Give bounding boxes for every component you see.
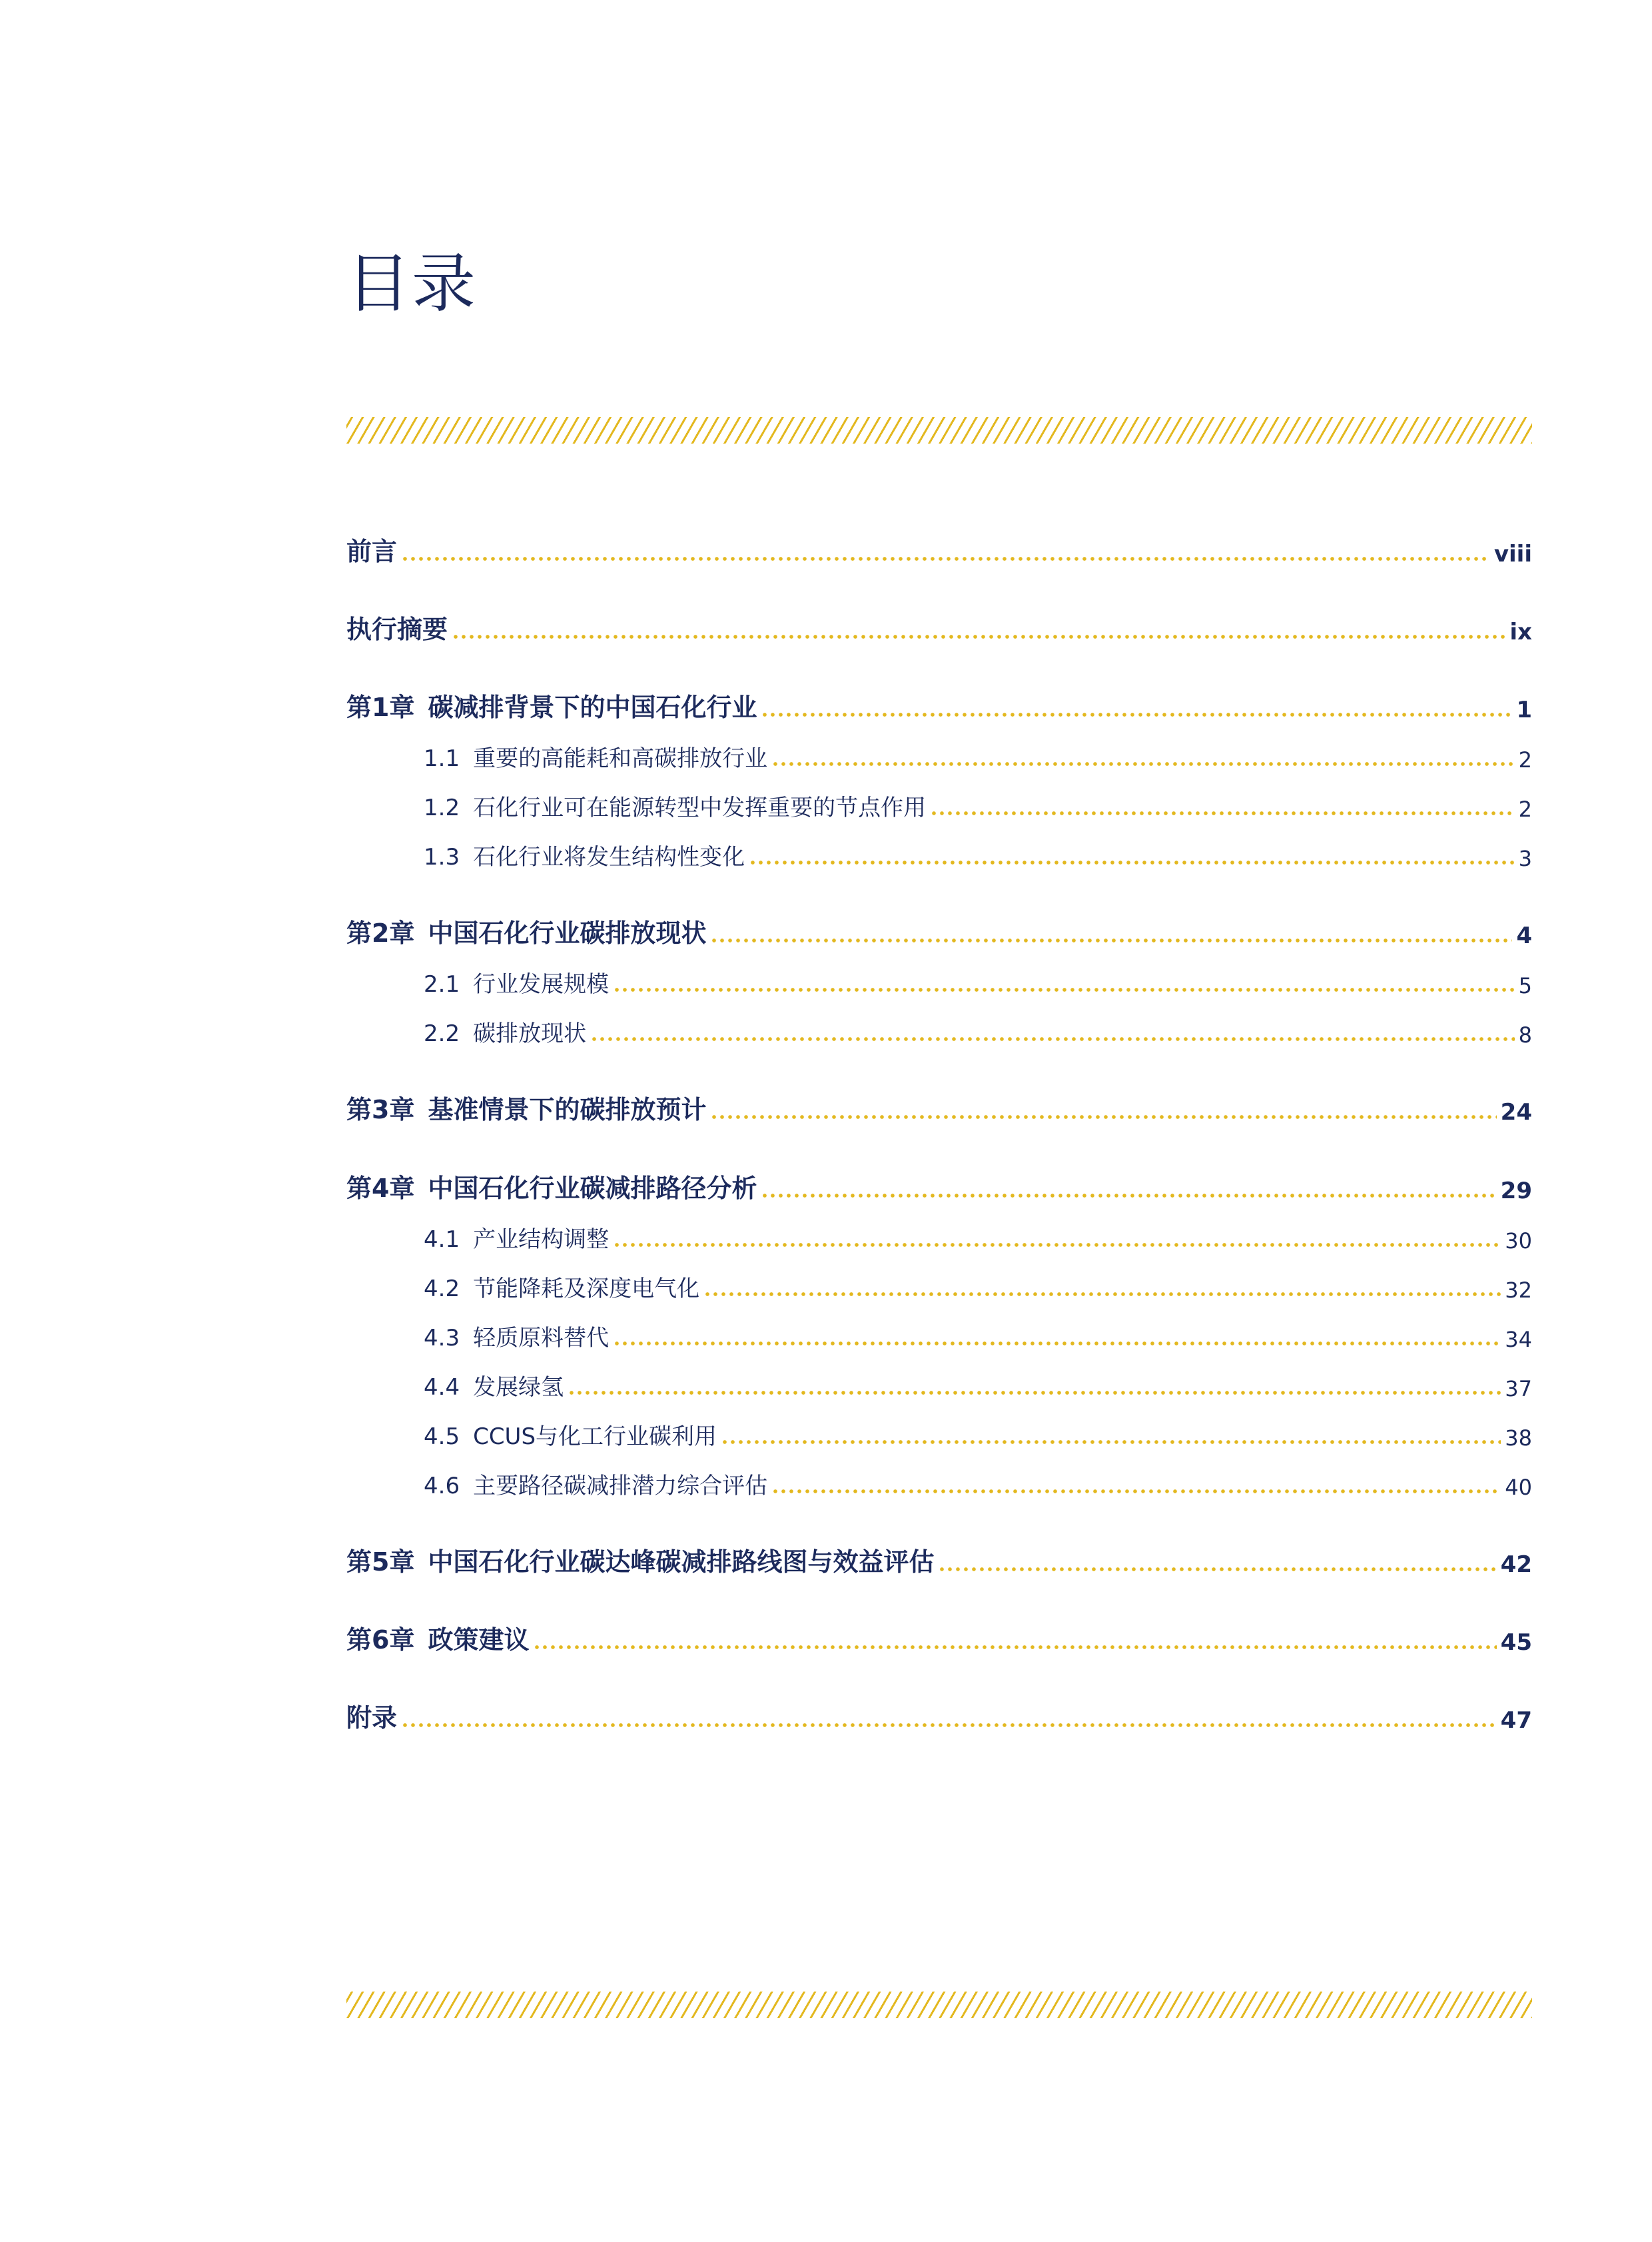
- dot-leader: [771, 762, 1515, 766]
- toc-subentry[interactable]: [424, 958, 1532, 998]
- toc-subentry-page: 34: [1505, 1327, 1532, 1352]
- toc-subentry-number: 4.1: [424, 1226, 460, 1253]
- toc-subentry-title: 轻质原料替代: [473, 1325, 610, 1351]
- toc-entry-label: [346, 609, 448, 645]
- toc-entry-page: 4: [1516, 923, 1532, 949]
- toc-subentry-page: 32: [1505, 1278, 1532, 1303]
- toc-subentry[interactable]: [424, 733, 1532, 773]
- toc-subentry-title: 碳排放现状: [473, 1020, 587, 1047]
- toc-subentry-title: 重要的高能耗和高碳排放行业: [473, 745, 768, 772]
- toc-subentry-page: 38: [1505, 1425, 1532, 1451]
- toc-subentry[interactable]: [424, 1008, 1532, 1048]
- toc-entry-title: 中国石化行业碳减排路径分析: [428, 1174, 757, 1203]
- toc-entry-title: 执行摘要: [346, 615, 448, 644]
- toc-entry-page: ix: [1509, 619, 1532, 645]
- dot-leader: [761, 713, 1512, 717]
- toc-subentry-page: 2: [1518, 797, 1532, 822]
- dot-leader: [703, 1292, 1501, 1296]
- toc-entry-title: 政策建议: [428, 1625, 530, 1655]
- toc-subentry-page: 40: [1505, 1475, 1532, 1500]
- toc-entry[interactable]: [346, 909, 1532, 949]
- toc-subentry-title: 石化行业可在能源转型中发挥重要的节点作用: [473, 795, 927, 821]
- page-title: 目录: [346, 246, 477, 321]
- toc-entry-number: 第6章: [346, 1625, 415, 1655]
- toc-entry-title: 附录: [346, 1703, 398, 1732]
- toc-subentry-label: [424, 1467, 767, 1500]
- dot-leader: [590, 1037, 1515, 1041]
- toc-subentry-label: [424, 966, 609, 998]
- toc-subentry-page: 2: [1518, 747, 1532, 773]
- toc-entry-label: [346, 1089, 706, 1126]
- dot-leader: [401, 1723, 1497, 1727]
- toc-subentry[interactable]: [424, 1263, 1532, 1303]
- toc-subentry-page: 3: [1518, 846, 1532, 871]
- toc-entry-title: 中国石化行业碳排放现状: [428, 919, 707, 948]
- toc-subentry-page: 30: [1505, 1228, 1532, 1254]
- toc-subentry-number: 2.1: [424, 971, 460, 998]
- toc-subentry-page: 8: [1518, 1022, 1532, 1048]
- dot-leader: [721, 1440, 1501, 1444]
- toc-subentry-number: 4.6: [424, 1473, 460, 1499]
- toc-subentry-number: 4.3: [424, 1325, 460, 1351]
- toc-entry-page: 24: [1500, 1099, 1532, 1126]
- toc-entry-label: [346, 913, 706, 949]
- dot-leader: [749, 861, 1515, 865]
- toc-entry-number: 第3章: [346, 1095, 415, 1124]
- toc-entry-label: [346, 1619, 529, 1656]
- dot-leader: [710, 1115, 1496, 1119]
- toc-entry-page: 47: [1500, 1707, 1532, 1734]
- toc-subentry-label: [424, 1319, 609, 1352]
- toc-entry-number: 第4章: [346, 1174, 415, 1203]
- toc-subentry-label: [424, 789, 926, 822]
- toc-subentry[interactable]: [424, 1460, 1532, 1500]
- toc-subentry-title: 主要路径碳减排潜力综合评估: [473, 1473, 768, 1499]
- toc-subentry-number: 1.3: [424, 844, 460, 871]
- toc-entry[interactable]: [346, 1616, 1532, 1656]
- toc-subentry-label: [424, 1369, 564, 1401]
- toc-subentry-title: 行业发展规模: [473, 971, 610, 998]
- toc-subentry[interactable]: [424, 831, 1532, 871]
- toc-entry-label: [346, 1541, 934, 1578]
- toc-entry-number: 第1章: [346, 693, 415, 722]
- toc-subentry[interactable]: [424, 1411, 1532, 1451]
- toc-subentry-title: 石化行业将发生结构性变化: [473, 844, 745, 871]
- toc-subentry[interactable]: [424, 1214, 1532, 1254]
- dot-leader: [930, 811, 1515, 815]
- toc-entry-label: [346, 531, 397, 567]
- toc-entry-page: 1: [1516, 697, 1532, 723]
- toc-entry-number: 第2章: [346, 919, 415, 948]
- toc-subentry-number: 1.2: [424, 795, 460, 821]
- toc-subentry-title: 节能降耗及深度电气化: [473, 1276, 700, 1302]
- toc-entry-page: 45: [1500, 1629, 1532, 1656]
- toc-entry[interactable]: [346, 1164, 1532, 1204]
- toc-subentry[interactable]: [424, 1312, 1532, 1352]
- toc-subentry-label: [424, 1221, 609, 1254]
- toc-subentry[interactable]: [424, 782, 1532, 822]
- toc-subentry-number: 4.4: [424, 1374, 460, 1401]
- toc-subentry-title: 产业结构调整: [473, 1226, 610, 1253]
- toc-entry[interactable]: [346, 1694, 1532, 1734]
- toc-subentry-label: [424, 1418, 717, 1451]
- toc-subentry-number: 4.5: [424, 1423, 460, 1450]
- dot-leader: [533, 1645, 1496, 1649]
- toc-entry-title: 基准情景下的碳排放预计: [428, 1095, 707, 1124]
- dot-leader: [613, 988, 1515, 992]
- bottom-hatch-divider: [346, 1992, 1532, 2018]
- toc-subentry-page: 37: [1505, 1376, 1532, 1401]
- toc-entry-page: 29: [1500, 1178, 1532, 1204]
- dot-leader: [710, 938, 1512, 942]
- toc-entry[interactable]: [346, 528, 1532, 567]
- toc-entry-label: [346, 687, 757, 723]
- dot-leader: [613, 1243, 1501, 1247]
- dot-leader: [761, 1194, 1496, 1198]
- toc-subentry[interactable]: [424, 1361, 1532, 1401]
- toc-subentry-number: 1.1: [424, 745, 460, 772]
- toc-entry-number: 第5章: [346, 1547, 415, 1577]
- toc-entry-title: 前言: [346, 537, 398, 566]
- toc-entry[interactable]: [346, 605, 1532, 645]
- toc-subentry-title: CCUS与化工行业碳利用: [473, 1423, 717, 1450]
- toc-entry[interactable]: [346, 1538, 1532, 1578]
- toc-subentry-number: 2.2: [424, 1020, 460, 1047]
- toc-subentry-label: [424, 740, 767, 773]
- toc-entry[interactable]: [346, 683, 1532, 723]
- toc-entry-page: viii: [1493, 541, 1532, 567]
- toc-entry[interactable]: [346, 1086, 1532, 1126]
- dot-leader: [568, 1391, 1501, 1395]
- toc-entry-title: 中国石化行业碳达峰碳减排路线图与效益评估: [428, 1547, 935, 1577]
- dot-leader: [771, 1489, 1501, 1493]
- toc-subentry-label: [424, 839, 745, 871]
- toc-entry-label: [346, 1168, 757, 1204]
- dot-leader: [401, 557, 1490, 561]
- toc-subentry-label: [424, 1015, 586, 1048]
- toc-entry-title: 碳减排背景下的中国石化行业: [428, 693, 757, 722]
- toc-subentry-label: [424, 1270, 699, 1303]
- toc-entry-page: 42: [1500, 1551, 1532, 1578]
- toc-subentry-title: 发展绿氢: [473, 1374, 564, 1401]
- dot-leader: [938, 1567, 1496, 1571]
- toc-subentry-number: 4.2: [424, 1276, 460, 1302]
- toc-subentry-page: 5: [1518, 973, 1532, 998]
- toc-entry-label: [346, 1697, 397, 1734]
- dot-leader: [613, 1341, 1501, 1345]
- dot-leader: [452, 635, 1505, 639]
- top-hatch-divider: [346, 417, 1532, 444]
